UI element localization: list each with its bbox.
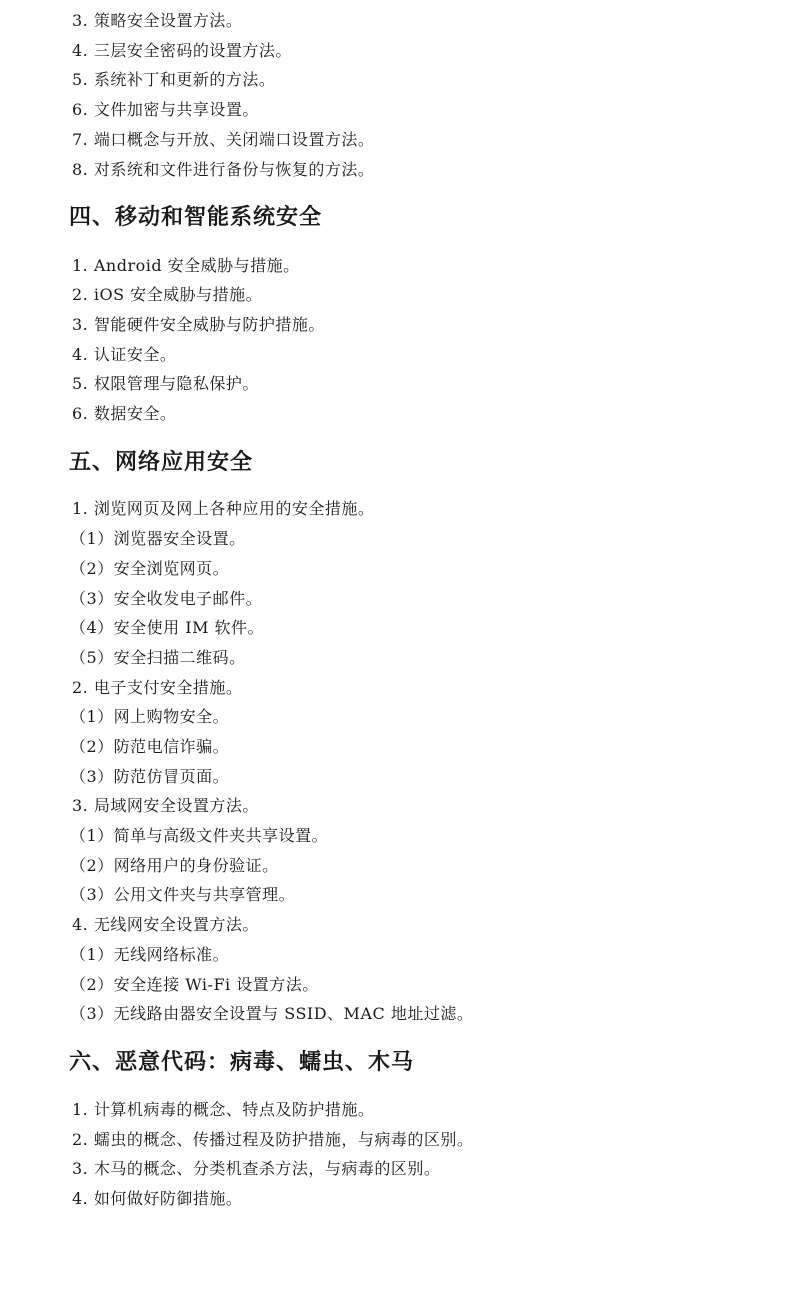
list-item: 8. 对系统和文件进行备份与恢复的方法。 [72, 160, 375, 179]
section-heading: 六、恶意代码：病毒、蠕虫、木马 [69, 1050, 415, 1075]
list-item: （1）浏览器安全设置。 [70, 529, 246, 548]
list-item: 5. 系统补丁和更新的方法。 [72, 70, 276, 89]
list-item: 2. 电子支付安全措施。 [72, 678, 243, 697]
list-item: （1）无线网络标准。 [70, 945, 230, 964]
list-item: （2）网络用户的身份验证。 [70, 856, 279, 875]
list-item: （2）安全浏览网页。 [70, 559, 230, 578]
list-item: （5）安全扫描二维码。 [70, 648, 246, 667]
section-heading: 四、移动和智能系统安全 [69, 205, 323, 230]
list-item: 4. 如何做好防御措施。 [72, 1189, 243, 1208]
list-item: （2）安全连接 Wi-Fi 设置方法。 [70, 975, 319, 994]
list-item: （3）无线路由器安全设置与 SSID、MAC 地址过滤。 [70, 1004, 474, 1023]
list-item: （3）防范仿冒页面。 [70, 767, 230, 786]
list-item: 7. 端口概念与开放、关闭端口设置方法。 [72, 130, 375, 149]
list-item: 2. 蠕虫的概念、传播过程及防护措施，与病毒的区别。 [72, 1130, 474, 1149]
list-item: （1）网上购物安全。 [70, 707, 230, 726]
list-item: 1. 浏览网页及网上各种应用的安全措施。 [72, 499, 375, 518]
list-item: 4. 无线网安全设置方法。 [72, 915, 259, 934]
list-item: 3. 智能硬件安全威胁与防护措施。 [72, 315, 325, 334]
list-item: （3）安全收发电子邮件。 [70, 589, 263, 608]
list-item: 1. Android 安全威胁与措施。 [72, 256, 300, 275]
list-item: （2）防范电信诈骗。 [70, 737, 230, 756]
list-item: （4）安全使用 IM 软件。 [70, 618, 265, 637]
list-item: 3. 木马的概念、分类机查杀方法，与病毒的区别。 [72, 1159, 441, 1178]
list-item: 4. 三层安全密码的设置方法。 [72, 41, 292, 60]
list-item: 5. 权限管理与隐私保护。 [72, 374, 259, 393]
list-item: 6. 文件加密与共享设置。 [72, 100, 259, 119]
list-item: 2. iOS 安全威胁与措施。 [72, 285, 263, 304]
list-item: 1. 计算机病毒的概念、特点及防护措施。 [72, 1100, 375, 1119]
list-item: 4. 认证安全。 [72, 345, 177, 364]
list-item: 3. 局域网安全设置方法。 [72, 796, 259, 815]
list-item: （1）简单与高级文件夹共享设置。 [70, 826, 329, 845]
list-item: 6. 数据安全。 [72, 404, 177, 423]
section-heading: 五、网络应用安全 [69, 450, 254, 475]
list-item: （3）公用文件夹与共享管理。 [70, 885, 296, 904]
list-item: 3. 策略安全设置方法。 [72, 11, 243, 30]
